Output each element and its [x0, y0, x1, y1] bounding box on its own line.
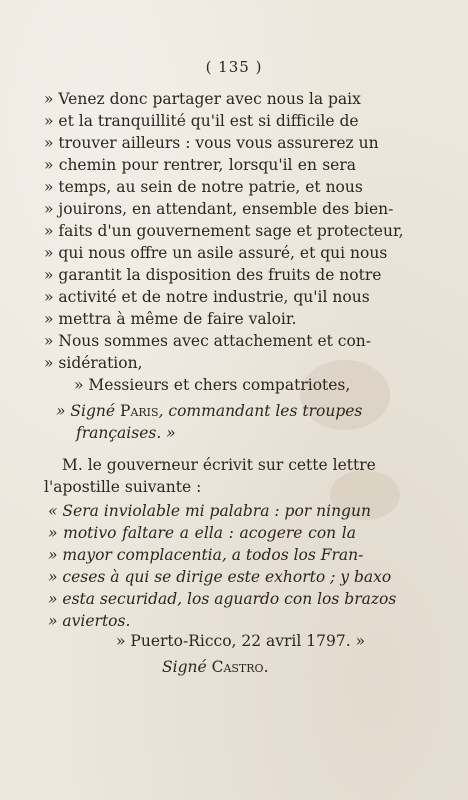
letter-line: » garantit la disposition des fruits de notre: [44, 266, 382, 284]
apostille-line: » aviertos.: [48, 612, 131, 630]
letter-line: » trouver ailleurs : vous vous assurerez un: [44, 134, 379, 152]
letter-line: » qui nous offre un asile assuré, et qui nous: [44, 244, 388, 262]
place-date: » Puerto-Ricco, 22 avril 1797. »: [116, 632, 366, 650]
letter-line: » activité et de notre industrie, qu'il nous: [44, 288, 370, 306]
signature-paris: [56, 400, 363, 422]
apostille-line: » esta securidad, los aguardo con los brazos: [48, 590, 397, 608]
letter-line: » et la tranquillité qu'il est si difficile de: [44, 112, 359, 130]
letter-line: » chemin pour rentrer, lorsqu'il en sera: [44, 156, 356, 174]
apostille-line: » motivo faltare a ella : acogere con la: [48, 524, 356, 542]
signature-paris-line2: françaises. »: [76, 424, 176, 442]
apostille-line: » ceses à qui se dirige este exhorto ; y baxo: [48, 568, 392, 586]
signature-paris-prefix: » Signé: [56, 402, 116, 420]
letter-line: » sidération,: [44, 354, 143, 372]
letter-line: » faits d'un gouvernement sage et protecteur,: [44, 222, 404, 240]
salutation: » Messieurs et chers compatriotes,: [74, 376, 351, 394]
letter-line: » mettra à même de faire valoir.: [44, 310, 297, 328]
letter-line: » Venez donc partager avec nous la paix: [44, 90, 361, 108]
letter-line: » jouirons, en attendant, ensemble des bien-: [44, 200, 394, 218]
page-number: ( 135 ): [205, 58, 263, 76]
signature-paris-name: Paris: [120, 402, 159, 420]
signature-castro-prefix: Signé: [162, 658, 207, 676]
letter-line: » Nous sommes avec attachement et con-: [44, 332, 372, 350]
signature-paris-suffix: , commandant les troupes: [158, 402, 363, 420]
signature-castro-name: Castro.: [211, 658, 269, 676]
narrative-line: l'apostille suivante :: [44, 478, 202, 496]
apostille-line: » mayor complacentia, a todos los Fran-: [48, 546, 364, 564]
letter-line: » temps, au sein de notre patrie, et nous: [44, 178, 363, 196]
apostille-line: « Sera inviolable mi palabra : por ningun: [48, 502, 371, 520]
signature-castro: [162, 656, 356, 678]
narrative-line: M. le gouverneur écrivit sur cette lettre: [62, 456, 376, 474]
